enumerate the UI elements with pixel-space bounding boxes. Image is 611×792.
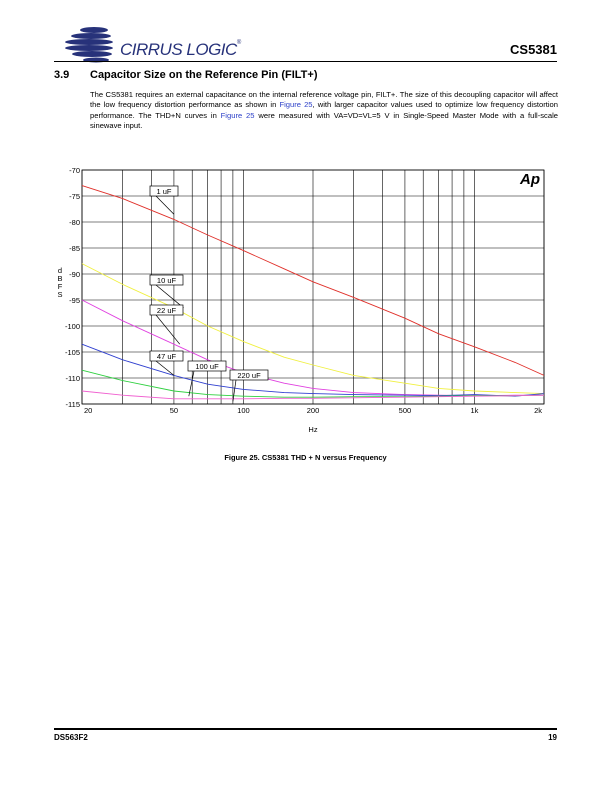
- x-tick-label: 100: [237, 406, 250, 415]
- annotation-label: 47 uF: [156, 352, 177, 361]
- page-number: 19: [548, 733, 557, 742]
- annotation-label: 22 uF: [156, 306, 177, 315]
- y-tick-label: -75: [69, 192, 80, 201]
- section-number: 3.9: [54, 69, 70, 81]
- x-tick-label: 200: [306, 406, 320, 415]
- y-tick-label: -80: [69, 218, 80, 227]
- y-tick-label: -100: [64, 322, 80, 331]
- x-tick-label: 2k: [534, 406, 542, 415]
- paragraph-text: The CS5381 requires an external capacitance on the internal reference voltage pin, FILT+. The size of this decoupling capacitor will affect the low frequency distortion performance as shown in: [90, 90, 558, 110]
- y-tick-label: -70: [69, 166, 80, 175]
- y-tick-label: -95: [69, 296, 80, 305]
- annotation-label: 1 uF: [156, 187, 172, 196]
- y-tick-label: -115: [65, 400, 80, 409]
- ap-logo: Ap: [520, 171, 540, 188]
- x-tick-label: 20: [84, 406, 93, 415]
- section-title: Capacitor Size on the Reference Pin (FILT+): [90, 69, 318, 81]
- annotation-label: 100 uF: [195, 362, 219, 371]
- y-tick-label: -90: [69, 270, 80, 279]
- body-paragraph: [90, 90, 558, 132]
- logo-text: CIRRUS LOGIC®: [120, 40, 241, 59]
- y-tick-label: -105: [64, 348, 80, 357]
- header-divider: [54, 61, 557, 62]
- paragraph-text: , with larger capacitor values used to optimize low frequency distortion performance. The THD+N curves in: [90, 100, 558, 120]
- annotation-label: 220 uF: [237, 371, 261, 380]
- x-tick-label: 50: [169, 406, 179, 415]
- paragraph-text: were measured with VA=VD=VL=5 V in Single-Speed Master Mode with a full-scale sinewave input.: [90, 110, 558, 131]
- footer-divider: [54, 728, 557, 730]
- x-tick-label: 500: [398, 406, 412, 415]
- y-tick-label: -110: [65, 374, 80, 383]
- y-axis-label: d B F S: [57, 266, 63, 299]
- document-part-number: CS5381: [510, 42, 557, 57]
- annotation-label: 10 uF: [156, 276, 177, 285]
- x-tick-label: 1k: [470, 406, 479, 415]
- thd-n-chart: [40, 158, 570, 438]
- y-tick-label: -85: [69, 244, 80, 253]
- x-axis-label: Hz: [308, 425, 318, 434]
- document-id: DS563F2: [54, 733, 88, 742]
- figure-25-link[interactable]: Figure 25: [220, 110, 255, 120]
- figure-caption: Figure 25. CS5381 THD + N versus Frequency: [224, 453, 387, 462]
- figure-25-link[interactable]: Figure 25: [279, 100, 313, 110]
